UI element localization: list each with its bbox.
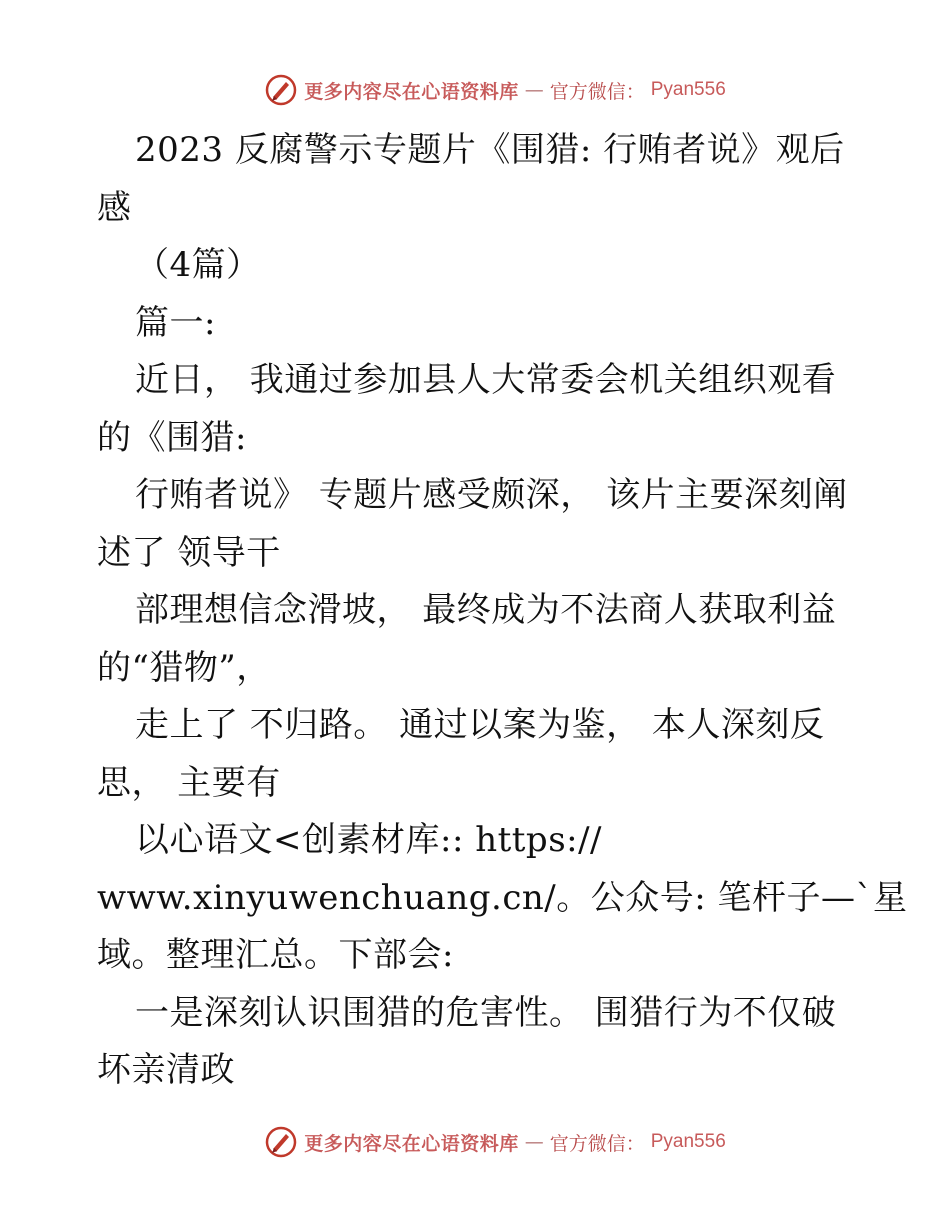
pen-logo-icon	[264, 73, 298, 107]
source-url-line: www.xinyuwenchuang.cn/。公众号: 笔杆子—`星	[97, 877, 908, 918]
footer-banner-text: 更多内容尽在心语资料库	[304, 1132, 519, 1155]
footer-wechat-label: 官方微信：	[549, 1132, 645, 1155]
paragraph-line: 述了 领导干	[97, 532, 281, 573]
footer-wechat-id: Pyan556	[650, 1131, 726, 1152]
header-wechat-label: 官方微信：	[549, 80, 645, 103]
paragraph-line: 近日， 我通过参加县人大常委会机关组织观看	[135, 360, 837, 400]
paragraph-line: 行贿者说》 专题片感受颇深， 该片主要深刻阐	[135, 475, 848, 515]
footer-banner-inner	[264, 1125, 726, 1159]
paragraph-line: 一是深刻认识围猎的危害性。 围猎行为不仅破	[135, 992, 837, 1033]
section-heading: 篇一:	[135, 302, 216, 343]
doc-subtitle: （4篇）	[135, 245, 261, 285]
footer-banner-dash: —	[524, 1131, 544, 1153]
paragraph-line: 的“猎物”，	[97, 647, 271, 688]
paragraph-line: 思， 主要有	[97, 762, 281, 803]
header-banner-text: 更多内容尽在心语资料库	[304, 80, 519, 103]
paragraph-line: 部理想信念滑坡， 最终成为不法商人获取利益	[135, 590, 837, 630]
footer-banner	[0, 1122, 950, 1162]
paragraph-line: 的《围猎:	[97, 417, 247, 458]
paragraph-line: 走上了 不归路。 通过以案为鉴， 本人深刻反	[135, 705, 825, 745]
header-banner-inner	[264, 73, 726, 107]
paragraph-line: 坏亲清政	[97, 1050, 235, 1090]
paragraph-line: 域。整理汇总。下部会:	[97, 935, 454, 975]
doc-title-line-2: 感	[97, 187, 132, 228]
source-note-line: 以心语文<创素材库:: https://	[135, 820, 603, 860]
header-banner-dash: —	[524, 79, 544, 101]
doc-title-line-1: 2023 反腐警示专题片《围猎: 行贿者说》观后	[135, 130, 845, 170]
document-body	[97, 122, 908, 1100]
pen-logo-icon	[264, 1125, 298, 1159]
header-wechat-id: Pyan556	[650, 79, 726, 100]
header-banner	[0, 70, 950, 110]
